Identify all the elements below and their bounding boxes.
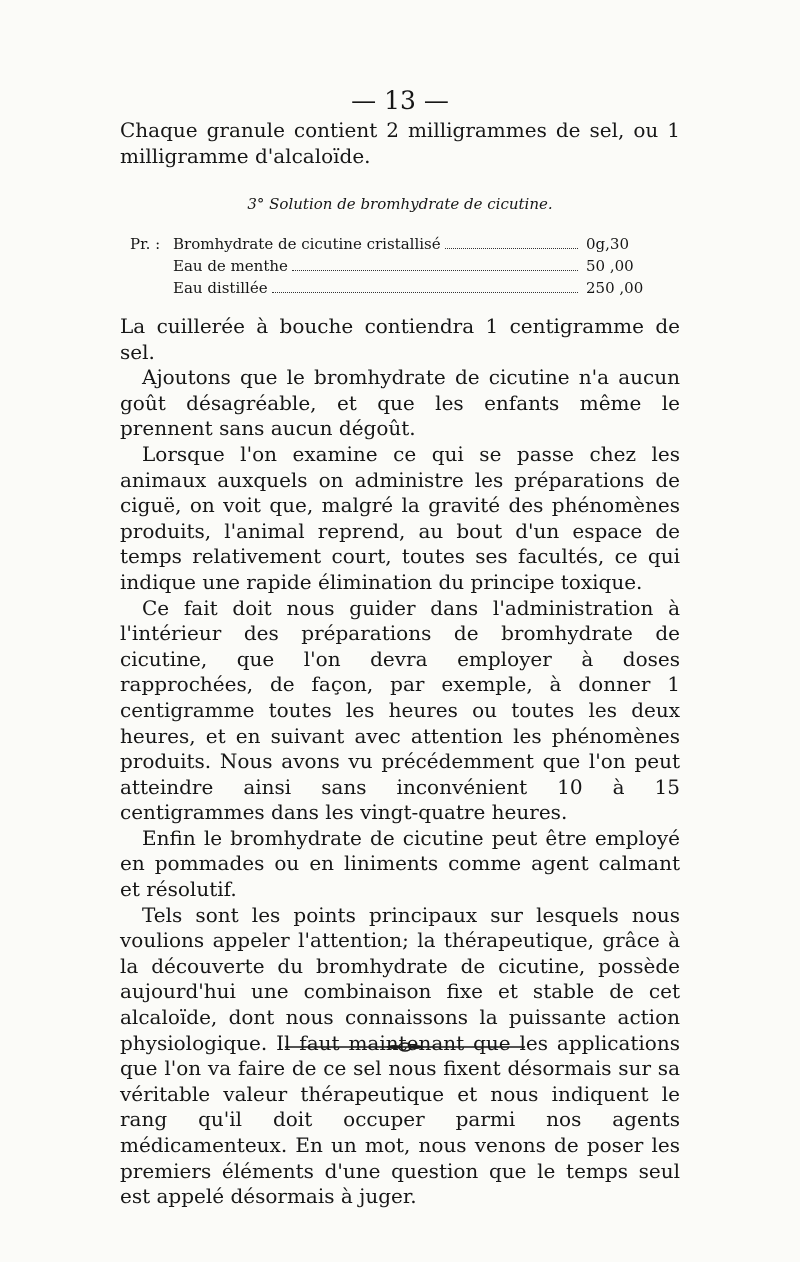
recipe-prefix: Pr. : — [130, 235, 161, 253]
page-number: — 13 — — [351, 86, 449, 115]
ingredient-quantity: 0g,30 — [586, 235, 630, 253]
paragraph: La cuillerée à bouche contiendra 1 centigramme de sel. — [120, 314, 680, 364]
paragraph: Enfin le bromhydrate de cicutine peut être employé en pommades ou en liniments comme agent calmant et résolutif. — [120, 825, 680, 902]
body-text — [120, 314, 680, 1210]
paragraph: Lorsque l'on examine ce qui se passe chez les animaux auxquels on administre les préparations de ciguë, on voit que, malgré la gravité des phénomènes produits, l'animal reprend, au bout d'un espace de temps relativement court, toutes ses facultés, ce qui indique une rapide élimination du principe toxique. — [120, 441, 680, 594]
leader-dots — [292, 270, 578, 271]
paragraph: Ce fait doit nous guider dans l'administration à l'intérieur des préparations de bromhydrate de cicutine, que l'on devra employer à doses rapprochées, de façon, par exemple, à donner 1 centigramme toutes les heures ou toutes les deux heures, et en suivant avec attention les phénomènes produits. Nous avons vu précédemment que l'on peut atteindre ainsi sans inconvénient 10 à 15 centigrammes dans les vingt-quatre heures. — [120, 595, 680, 825]
section-title: 3° Solution de bromhydrate de cicutine. — [247, 195, 553, 213]
recipe-table — [130, 233, 650, 299]
decorative-rule-icon — [285, 1040, 525, 1054]
paragraph: Tels sont les points principaux sur lesquels nous voulions appeler l'attention; la thérapeutique, grâce à la découverte du bromhydrate de cicutine, possède aujourd'hui une combinaison fixe et stable de cet alcaloïde, dont nous connaissons la puissante action physiologique. Il faut maintenant que les applications que l'on va faire de ce sel nous fixent désormais sur sa véritable valeur thérapeutique et nous indiquent le rang qu'il doit occuper parmi nos agents médicamenteux. En un mot, nous venons de poser les premiers éléments d'une question que le temps seul est appelé désormais à juger. — [120, 902, 680, 1209]
recipe-row — [130, 255, 650, 277]
recipe-row — [130, 277, 650, 299]
ingredient-name: Eau de menthe — [173, 257, 288, 275]
paragraph: Ajoutons que le bromhydrate de cicutine n'a aucun goût désagréable, et que les enfants même le prennent sans aucun dégoût. — [120, 365, 680, 441]
ingredient-name: Bromhydrate de cicutine cristallisé — [173, 235, 441, 253]
ingredient-quantity: 50 ,00 — [586, 257, 634, 275]
recipe-row — [130, 233, 650, 255]
intro-paragraph: Chaque granule contient 2 milligrammes de sel, ou 1 milligramme d'alcaloïde. — [120, 118, 680, 168]
leader-dots — [445, 248, 578, 249]
ingredient-quantity: 250 ,00 — [586, 279, 644, 297]
leader-dots — [272, 292, 578, 293]
ingredient-name: Eau distillée — [173, 279, 268, 297]
